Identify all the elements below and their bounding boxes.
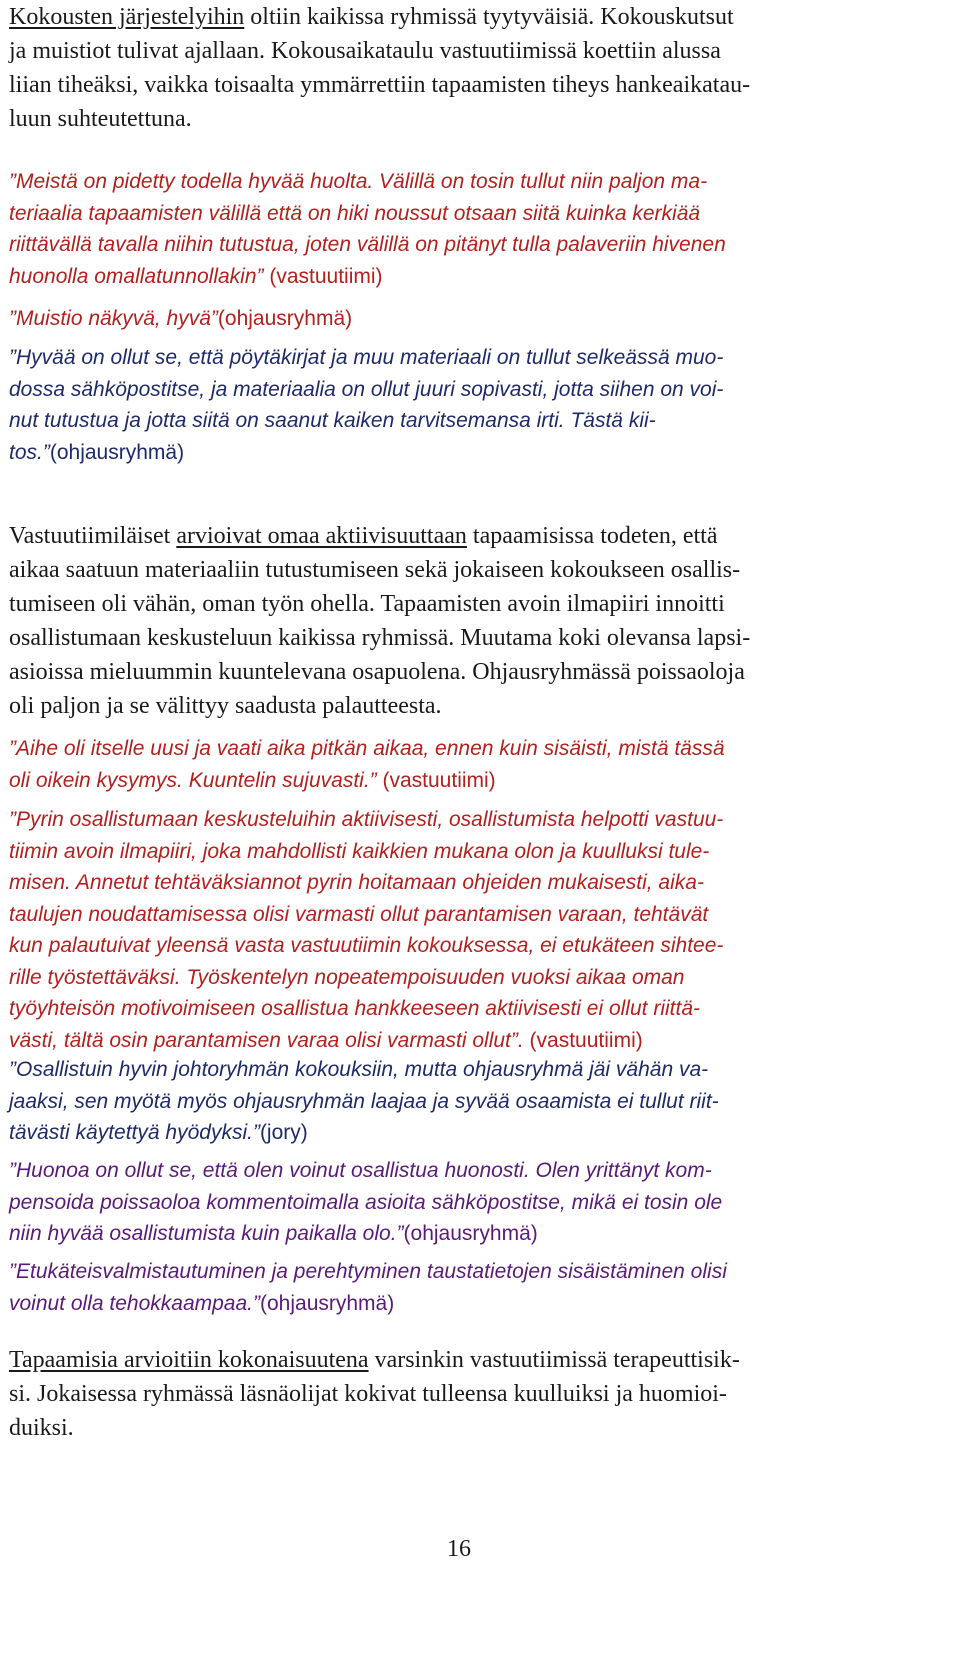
quote-source: (ohjausryhmä) — [49, 440, 185, 464]
underlined-topic: Tapaamisia arvioitiin kokonaisuutena — [9, 1347, 369, 1373]
text-line: duiksi. — [9, 1415, 74, 1441]
page-number: 16 — [447, 1536, 471, 1562]
quote-line: niin hyvää osallistumista kuin paikalla olo.”(ohjausryhmä) — [9, 1222, 538, 1245]
quote-line: riittävällä tavalla niihin tutustua, joten välillä on pitänyt tulla palaveriin hivenen — [9, 233, 726, 256]
text-line: aikaa saatuun materiaaliin tutustumiseen sekä jokaiseen kokoukseen osallis- — [9, 557, 741, 583]
quote-ohjausryhma-absence — [9, 1155, 909, 1250]
quote-line: nut tutustua ja jotta siitä on saanut kaiken tarvitsemansa irti. Tästä kii- — [9, 409, 656, 432]
quote-vastuutiimi-participation — [9, 804, 909, 1056]
quote-jory — [9, 1054, 909, 1149]
text-line: oli paljon ja se välittyy saadusta palautteesta. — [9, 693, 442, 719]
quote-line: oli oikein kysymys. Kuuntelin sujuvasti.” (vastuutiimi) — [9, 768, 496, 792]
quote-line: työyhteisön motivoimiseen osallistua hankkeeseen aktiivisesti ei ollut riittä- — [9, 997, 700, 1020]
quote-source: (ohjausryhmä) — [260, 1291, 395, 1315]
quote-line: ”Huonoa on ollut se, että olen voinut osallistua huonosti. Olen yrittänyt kom- — [9, 1159, 712, 1182]
quote-ohjausryhma-preparation — [9, 1256, 909, 1319]
text-line: Kokousten järjestelyihin oltiin kaikissa ryhmissä tyytyväisiä. Kokouskutsut — [9, 4, 734, 30]
quote-line: teriaalia tapaamisten välillä että on hiki noussut otsaan siitä kuinka kerkiää — [9, 201, 701, 225]
quote-line: taulujen noudattamisessa olisi varmasti ollut parantamisen varaan, tehtävät — [9, 902, 709, 926]
quote-line: ”Osallistuin hyvin johtoryhmän kokouksiin, mutta ohjausryhmä jäi vähän va- — [9, 1058, 709, 1081]
text-line: liian tiheäksi, vaikka toisaalta ymmärrettiin tapaamisten tiheys hankeaikatau- — [9, 72, 751, 98]
quote-line: jaaksi, sen myötä myös ohjausryhmän laajaa ja syvää osaamista ei tullut riit- — [9, 1089, 719, 1113]
quote-line: ”Hyvää on ollut se, että pöytäkirjat ja muu materiaali on tullut selkeässä muo- — [9, 346, 724, 369]
text-line: tumiseen oli vähän, oman työn ohella. Tapaamisten avoin ilmapiiri innoitti — [9, 591, 725, 617]
text-line: asioissa mieluummin kuuntelevana osapuolena. Ohjausryhmässä poissaoloja — [9, 659, 745, 685]
quote-line: huonolla omallatunnollakin” (vastuutiimi) — [9, 264, 383, 288]
paragraph-activity-assessment — [9, 519, 909, 723]
quote-source: (jory) — [259, 1121, 308, 1144]
quote-line: ”Aihe oli itselle uusi ja vaati aika pitkän aikaa, ennen kuin sisäisti, mistä tässä — [9, 737, 725, 760]
quote-line: misen. Annetut tehtäväksiannot pyrin hoitamaan ohjeiden mukaisesti, aika- — [9, 871, 704, 894]
quote-source: (ohjausryhmä) — [217, 307, 353, 330]
quote-line: tiimin avoin ilmapiiri, joka mahdollisti kaikkien mukana olon ja kuulluksi tule- — [9, 839, 710, 863]
quote-vastuutiimi-listening — [9, 733, 909, 796]
quote-line: tävästi käytettyä hyödyksi.”(jory) — [9, 1121, 308, 1144]
underlined-topic: Kokousten järjestelyihin — [9, 4, 245, 30]
text-line: si. Jokaisessa ryhmässä läsnäolijat kokivat tulleensa kuulluiksi ja huomioi- — [9, 1381, 727, 1407]
quote-ohjausryhma-minutes — [9, 342, 909, 468]
quote-line: pensoida poissaoloa kommentoimalla asioita sähköpostitse, mikä ei tosin ole — [9, 1190, 723, 1214]
quote-line: dossa sähköpostitse, ja materiaalia on ollut juuri sopivasti, jotta siihen on voi- — [9, 377, 724, 401]
underlined-topic: arvioivat omaa aktiivisuuttaan — [176, 523, 467, 549]
text-line: ja muistiot tulivat ajallaan. Kokousaikataulu vastuutiimissä koettiin alussa — [9, 38, 721, 64]
quote-line: ”Meistä on pidetty todella hyvää huolta. Välillä on tosin tullut niin paljon ma- — [9, 170, 708, 193]
quote-line: ”Etukäteisvalmistautuminen ja perehtyminen taustatietojen sisäistäminen olisi — [9, 1260, 727, 1283]
quote-line: västi, tältä osin parantamisen varaa olisi varmasti ollut”. (vastuutiimi) — [9, 1028, 643, 1052]
quote-line: rille työstettäväksi. Työskentelyn nopeatempoisuuden vuoksi aikaa oman — [9, 965, 685, 989]
quote-line: ”Pyrin osallistumaan keskusteluihin aktiivisesti, osallistumista helpotti vastuu- — [9, 808, 724, 831]
quote-ohjausryhma-memo — [9, 303, 909, 335]
quote-line: ”Muistio näkyvä, hyvä”(ohjausryhmä) — [9, 307, 353, 330]
paragraph-meeting-arrangements — [9, 0, 909, 136]
quote-line: kun palautuivat yleensä vasta vastuutiimin kokouksessa, ei etukäteen sihtee- — [9, 934, 724, 957]
quote-source: (vastuutiimi) — [523, 1028, 643, 1052]
quote-line: tos.”(ohjausryhmä) — [9, 440, 185, 464]
text-line: Vastuutiimiläiset arvioivat omaa aktiivisuuttaan tapaamisissa todeten, että — [9, 523, 718, 549]
quote-source: (vastuutiimi) — [263, 264, 383, 288]
text-line: luun suhteutettuna. — [9, 106, 192, 132]
text-line: osallistumaan keskusteluun kaikissa ryhmissä. Muutama koki olevansa lapsi- — [9, 625, 751, 651]
quote-source: (ohjausryhmä) — [403, 1222, 538, 1245]
text-line: Tapaamisia arvioitiin kokonaisuutena varsinkin vastuutiimissä terapeuttisik- — [9, 1347, 740, 1373]
paragraph-meetings-overall — [9, 1343, 909, 1445]
quote-source: (vastuutiimi) — [376, 768, 496, 792]
quote-line: voinut olla tehokkaampaa.”(ohjausryhmä) — [9, 1291, 395, 1315]
quote-vastuutiimi-care — [9, 166, 909, 292]
